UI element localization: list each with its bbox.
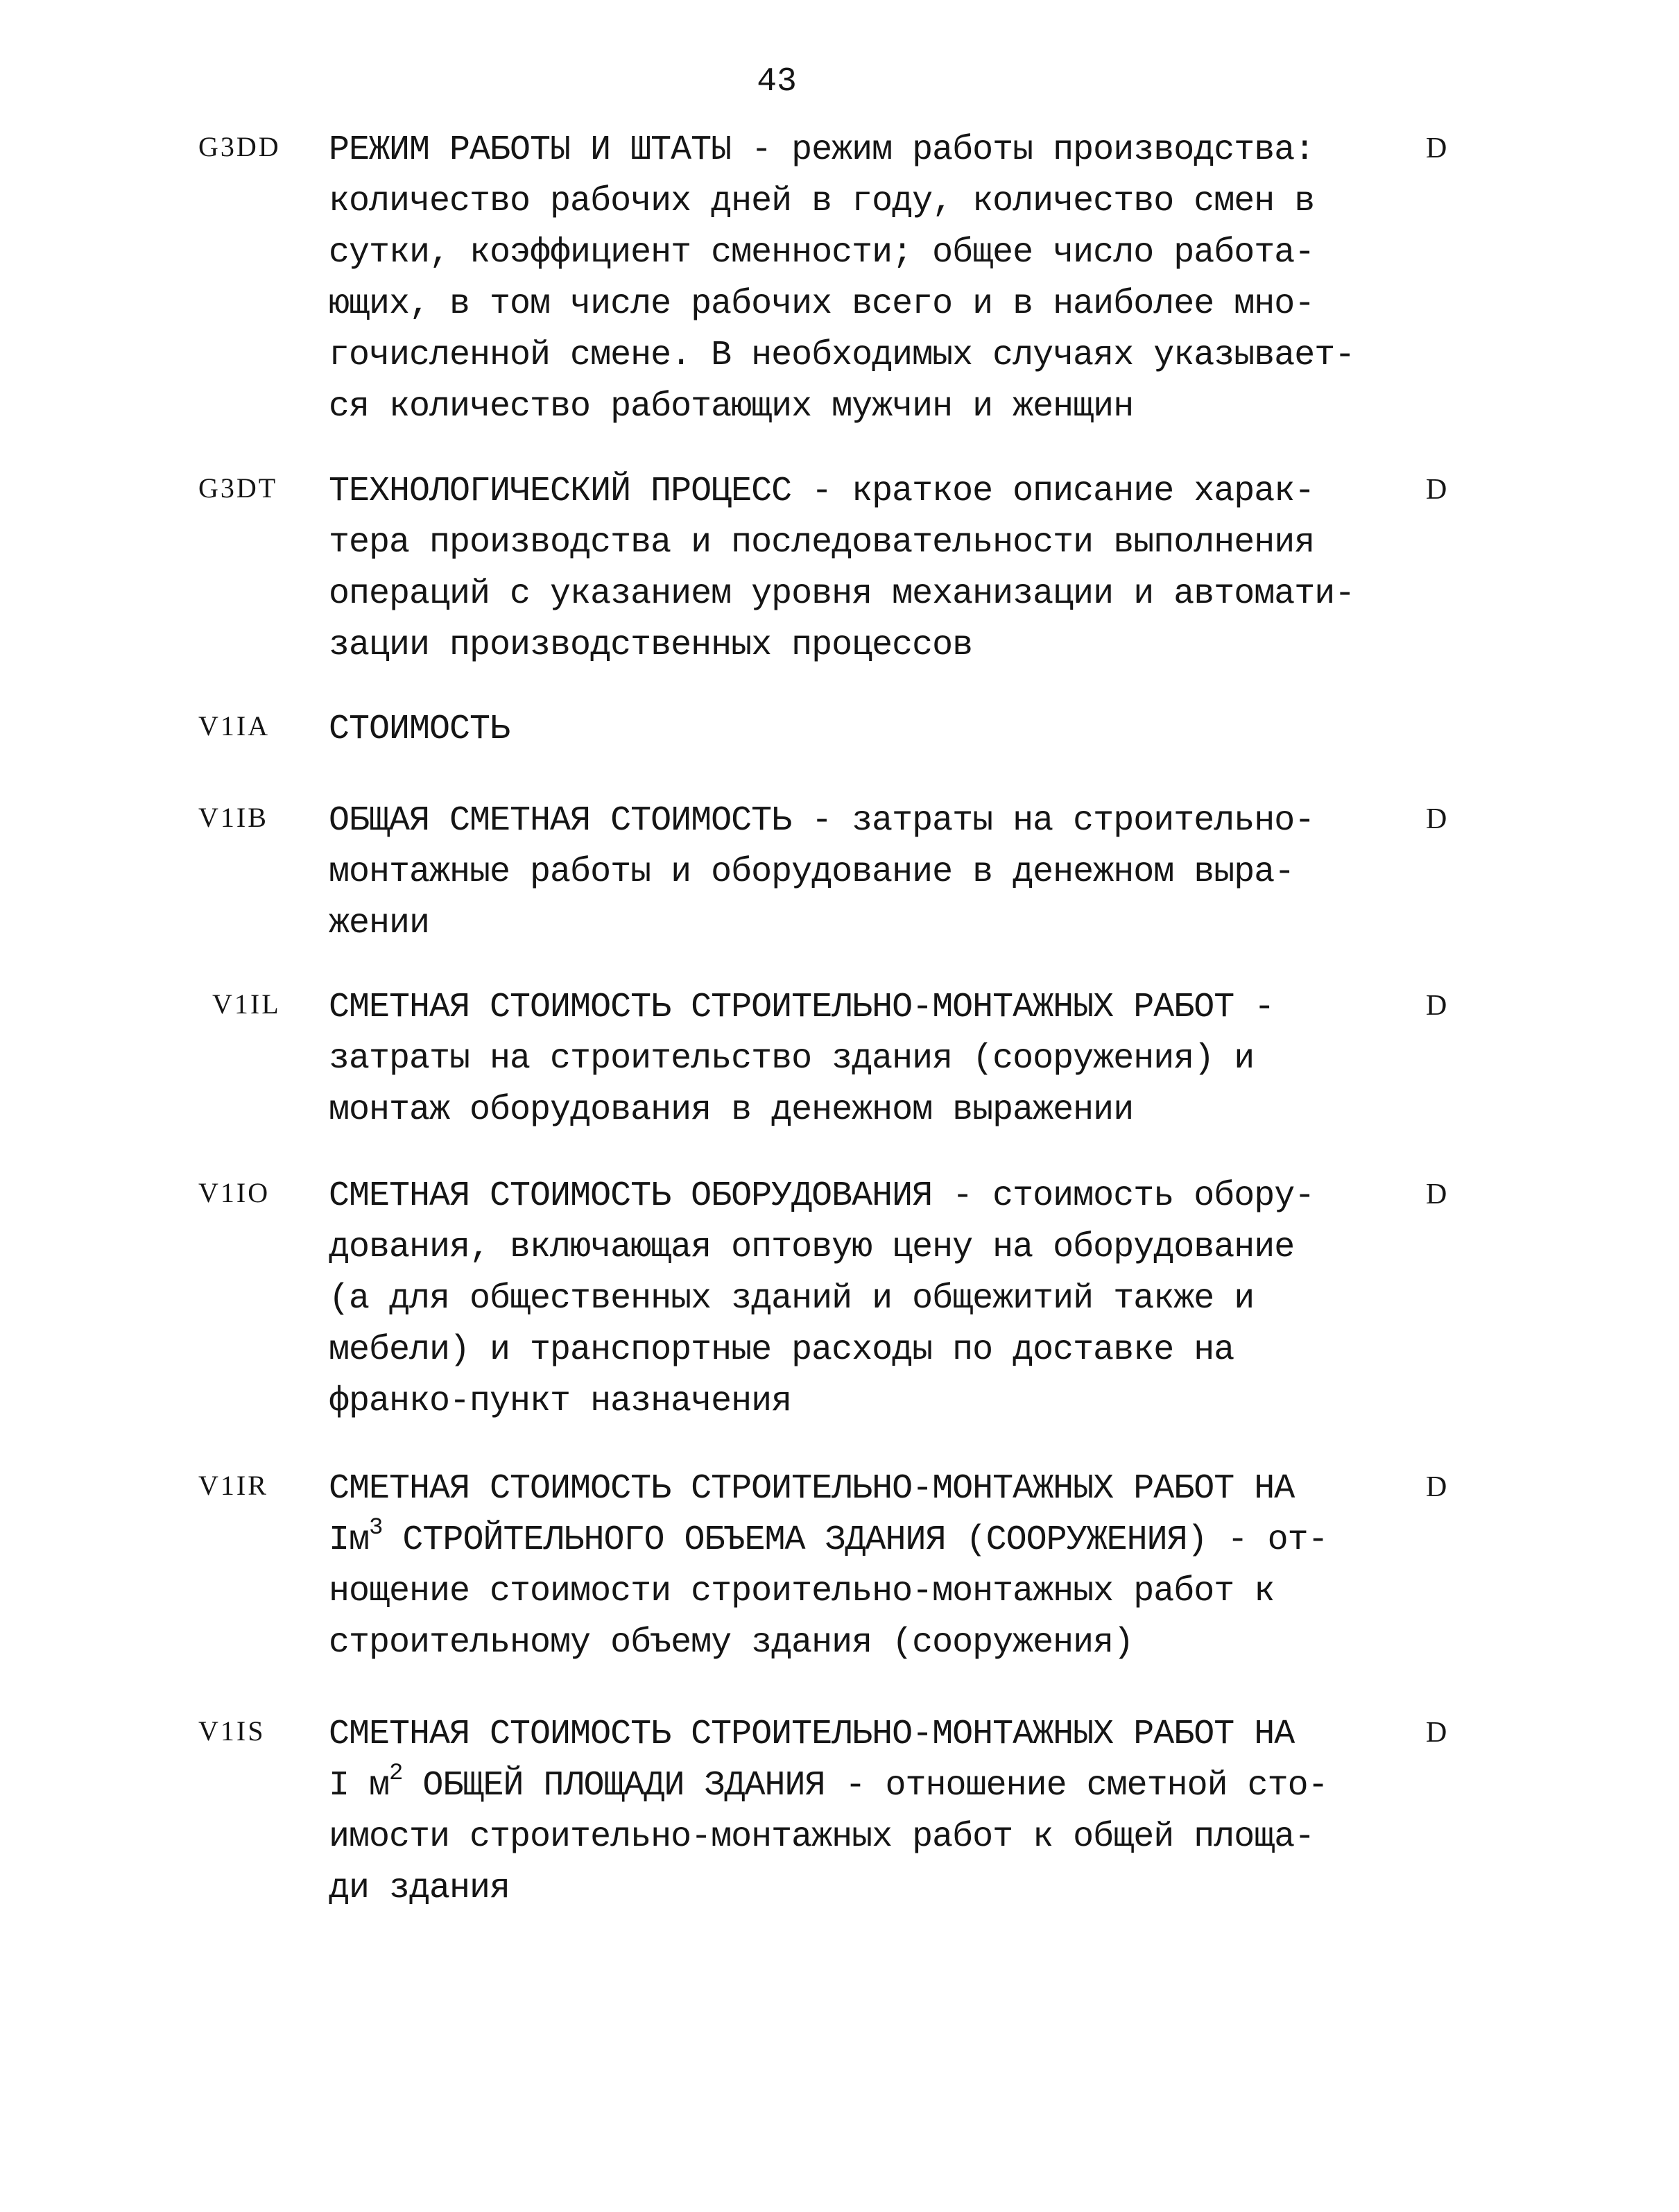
text-line: зации производственных процессов [329, 626, 973, 665]
text-line: дования, включающая оптовую цену на оборудование [329, 1228, 1295, 1267]
text-line: ся количество работающих мужчин и женщин [329, 387, 1134, 427]
text-line: СТОИМОСТЬ [329, 710, 510, 749]
text-line: мебели) и транспортные расходы по доставке на [329, 1330, 1234, 1370]
text-line: СМЕТНАЯ СТОИМОСТЬ ОБОРУДОВАНИЯ - стоимость обору- [329, 1176, 1315, 1216]
text-line: строительному объему здания (сооружения) [329, 1623, 1134, 1663]
text-line: монтажные работы и оборудование в денежном выра- [329, 852, 1295, 892]
text-line: сутки, коэффициент сменности; общее число работа- [329, 233, 1315, 273]
entry-text [329, 982, 1438, 1136]
text-line: СМЕТНАЯ СТОИМОСТЬ СТРОИТЕЛЬНО-МОНТАЖНЫХ РАБОТ НА [329, 1715, 1295, 1754]
superscript: 3 [369, 1515, 383, 1541]
data-type-mark: D [1426, 474, 1447, 506]
text-line: имости строительно-монтажных работ к общей площа- [329, 1817, 1315, 1857]
entry-code: G3DT [198, 472, 278, 504]
text-line: ТЕХНОЛОГИЧЕСКИЙ ПРОЦЕСС - краткое описание харак- [329, 472, 1315, 511]
text-line: ющих, в том числе рабочих всего и в наиболее мно- [329, 284, 1315, 324]
text-line: СМЕТНАЯ СТОИМОСТЬ СТРОИТЕЛЬНО-МОНТАЖНЫХ РАБОТ - [329, 988, 1275, 1027]
text-line: монтаж оборудования в денежном выражении [329, 1090, 1134, 1130]
entry-code: V1IO [198, 1177, 270, 1208]
text-line: жении [329, 904, 430, 943]
text-line: операций с указанием уровня механизации и автомати- [329, 574, 1355, 614]
entry-text [329, 466, 1438, 671]
data-type-mark: D [1426, 1471, 1447, 1503]
entry-code: V1IL [212, 988, 281, 1020]
entry-code: V1IS [198, 1715, 266, 1747]
text-line: нощение стоимости строительно-монтажных работ к [329, 1572, 1275, 1611]
text-line: РЕЖИМ РАБОТЫ И ШТАТЫ - режим работы производства: [329, 130, 1315, 170]
data-type-mark: D [1426, 1717, 1447, 1749]
text-line: гочисленной смене. В необходимых случаях указывает- [329, 336, 1355, 375]
entry-code: V1IB [198, 802, 268, 833]
entry-text [329, 1709, 1438, 1914]
entry-text [329, 125, 1438, 433]
text-line: ОБЩАЯ СМЕТНАЯ СТОИМОСТЬ - затраты на строительно- [329, 801, 1315, 841]
data-type-mark: D [1426, 1178, 1447, 1210]
entry-code: V1IA [198, 710, 270, 741]
superscript: 2 [389, 1760, 403, 1787]
text-line: ди здания [329, 1869, 510, 1908]
text-line-with-superscript [329, 1760, 1438, 1812]
page-number: 43 [757, 63, 797, 101]
text-fragment: ОБЩЕЙ ПЛОЩАДИ ЗДАНИЯ - отношение сметной сто- [402, 1766, 1328, 1806]
text-line: (а для общественных зданий и общежитий также и [329, 1279, 1255, 1319]
entry-text [329, 1464, 1438, 1669]
entry-text [329, 704, 1438, 755]
entry-code: G3DD [198, 131, 281, 162]
data-type-mark: D [1426, 803, 1447, 835]
text-line-with-superscript [329, 1515, 1438, 1566]
text-line: тера производства и последовательности выполнения [329, 523, 1315, 563]
text-line: затраты на строительство здания (сооружения) и [329, 1039, 1255, 1079]
text-fragment: I м [329, 1766, 390, 1806]
data-type-mark: D [1426, 132, 1447, 164]
text-line: количество рабочих дней в году, количество смен в [329, 182, 1315, 221]
entry-text [329, 1171, 1438, 1427]
entry-code: V1IR [198, 1470, 268, 1501]
text-line: СМЕТНАЯ СТОИМОСТЬ СТРОИТЕЛЬНО-МОНТАЖНЫХ РАБОТ НА [329, 1469, 1295, 1509]
text-line: франко-пункт назначения [329, 1382, 792, 1421]
text-fragment: СТРОЙТЕЛЬНОГО ОБЪЕМА ЗДАНИЯ (СООРУЖЕНИЯ) - от- [382, 1520, 1328, 1560]
data-type-mark: D [1426, 990, 1447, 1022]
text-fragment: Iм [329, 1520, 370, 1560]
entry-text [329, 796, 1438, 950]
